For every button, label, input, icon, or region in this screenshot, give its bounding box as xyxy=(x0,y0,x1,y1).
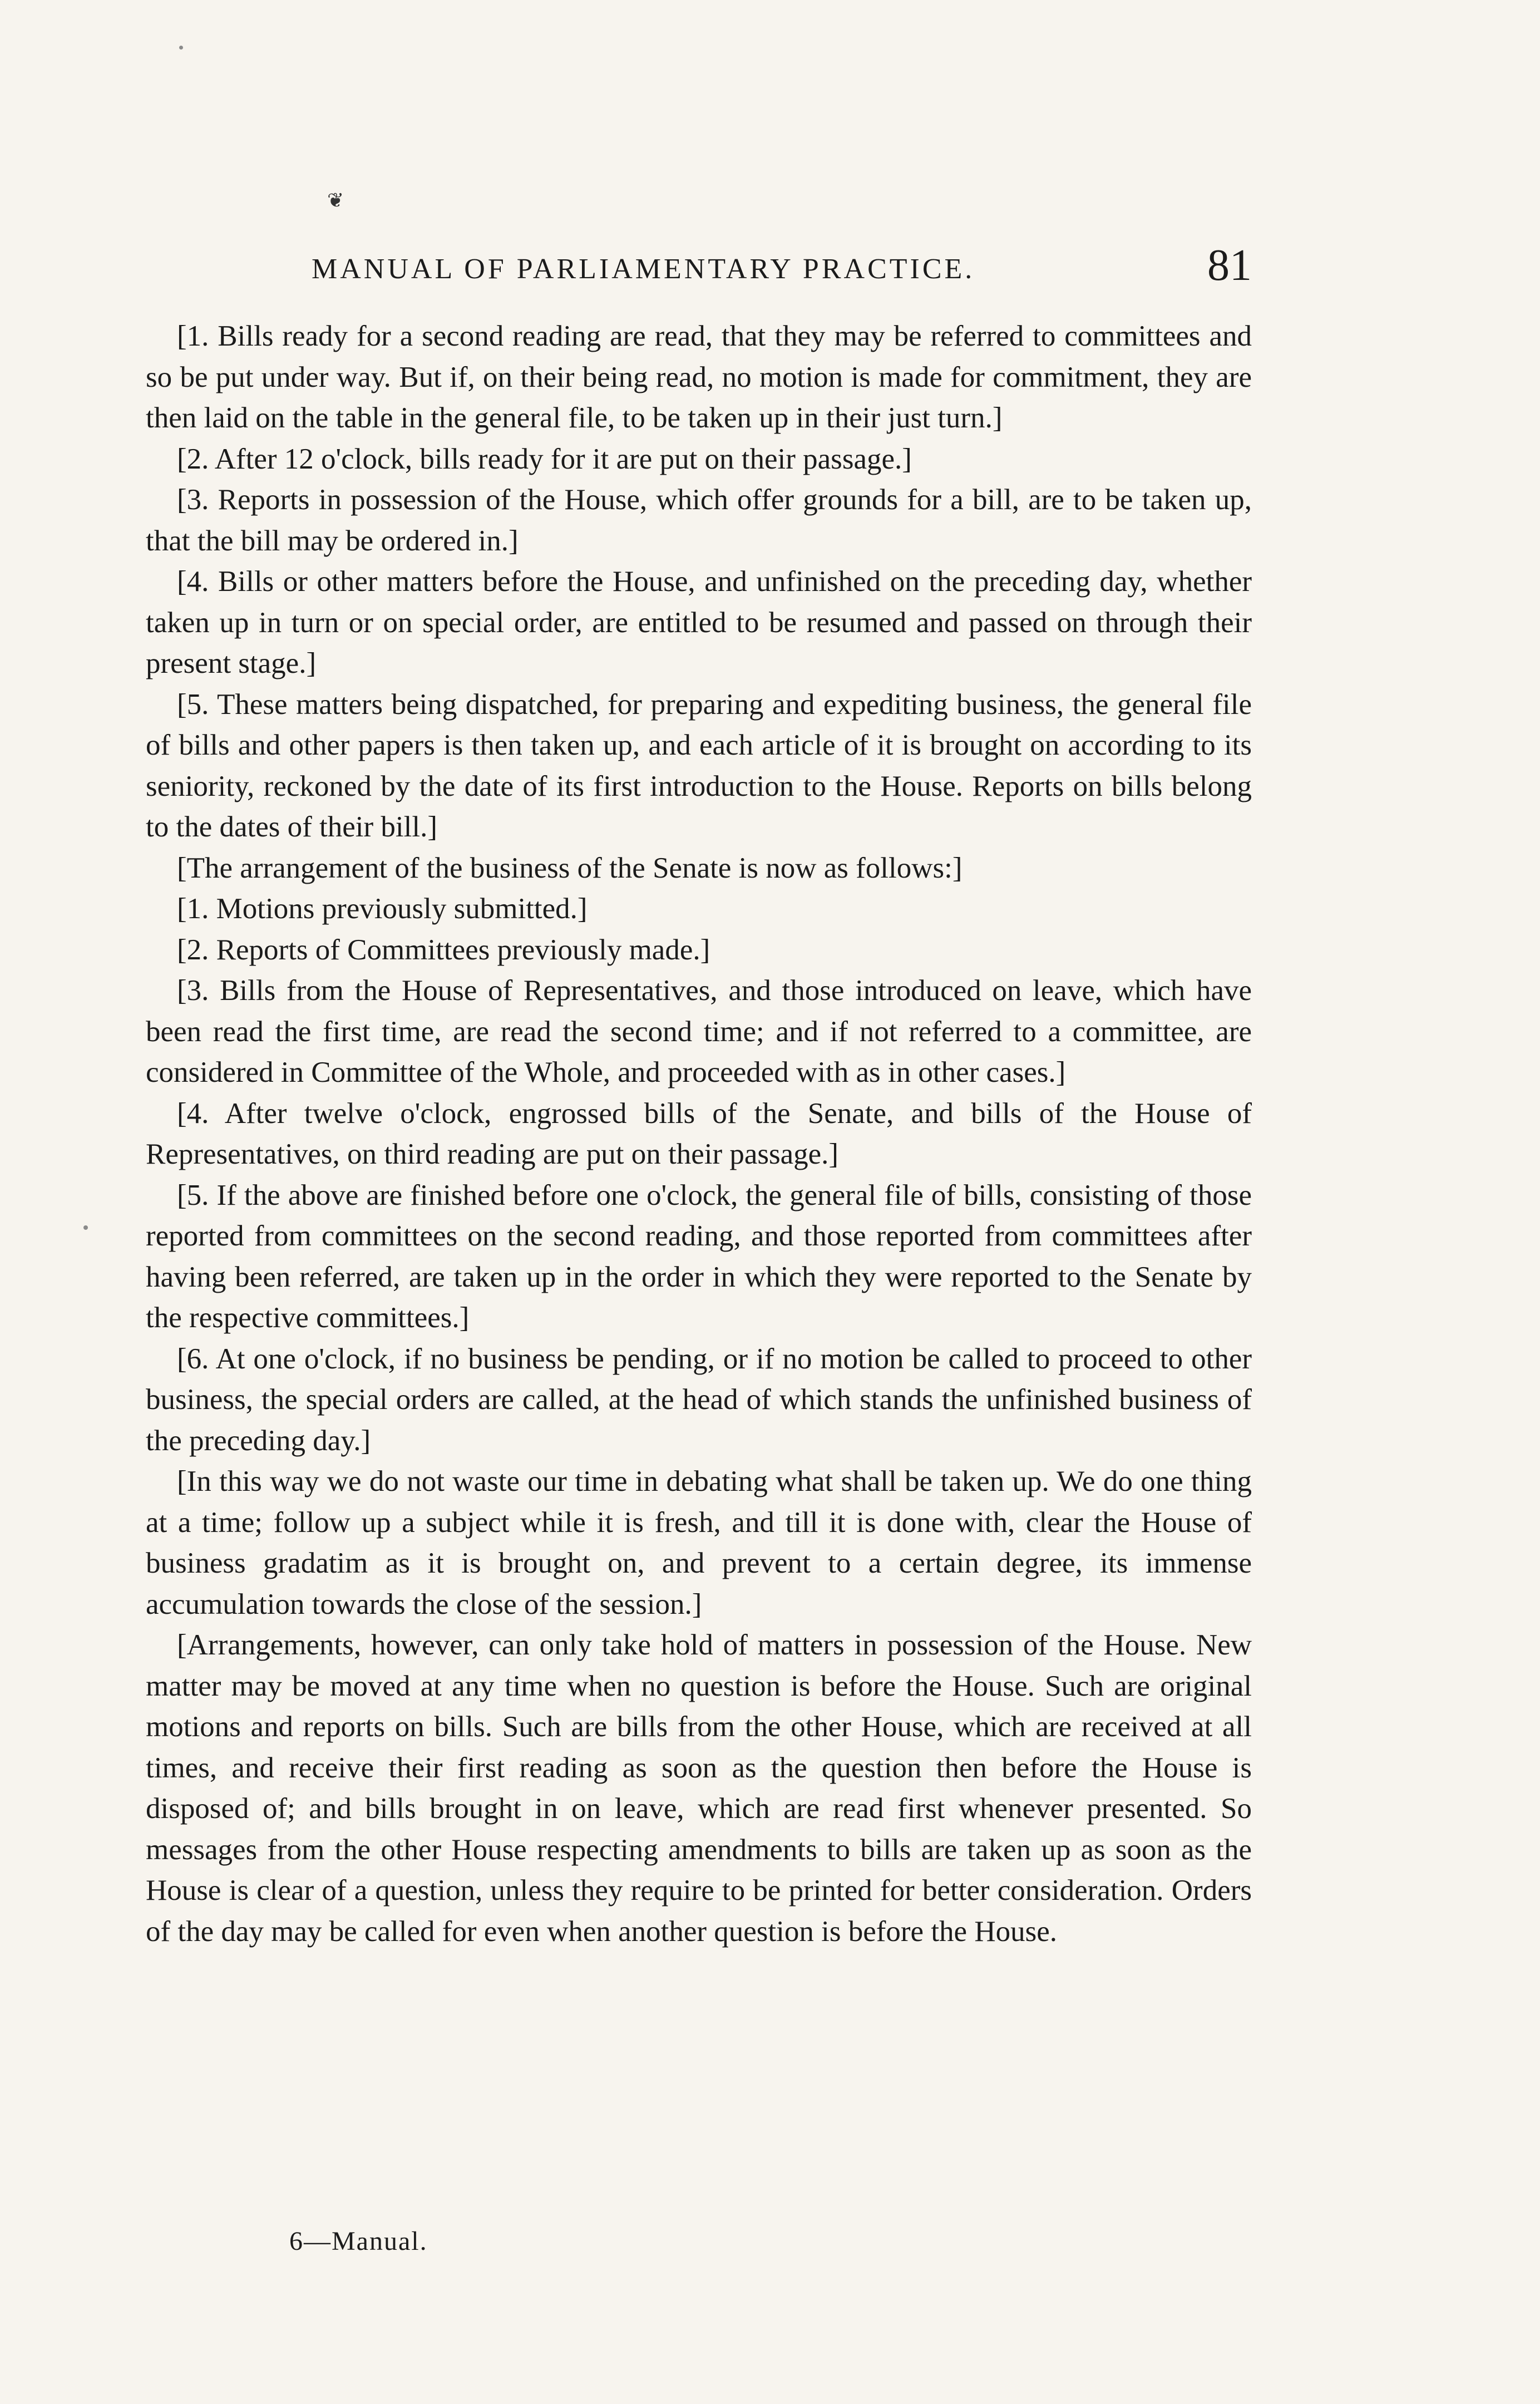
page-number: 81 xyxy=(1207,241,1252,290)
paragraph: [2. After 12 o'clock, bills ready for it are put on their passage.] xyxy=(177,442,912,475)
running-head: MANUAL OF PARLIAMENTARY PRACTICE. xyxy=(312,253,975,285)
print-speck xyxy=(83,1225,88,1230)
paragraph: [Arrangements, however, can only take hold of matters in possession of the House. New matter may be moved at any time when no question is before the House. Such are original motions and reports on bills. Such are bills from the other House, which are received at all times, and receive their first reading as soon as the question then before the House is disposed of; and bills brought in on leave, which are read first whenever presented. So messages from the other House respecting amendments to bills are taken up as soon as the House is clear of a question, unless they require to be printed for better consideration. Orders of the day may be called for even when another question is before the House. xyxy=(146,1629,1252,1948)
body-text xyxy=(146,316,1252,1952)
paragraph: [1. Bills ready for a second reading are read, that they may be referred to committees and so be put under way. But if, on their being read, no motion is made for commitment, they are then laid on the table in the general file, to be taken up in their just turn.] xyxy=(146,320,1252,434)
paragraph: [1. Motions previously submitted.] xyxy=(177,893,588,925)
ornament-icon: ❦ xyxy=(327,189,344,212)
paragraph: [5. These matters being dispatched, for preparing and expediting business, the general file of bills and other papers is then taken up, and each article of it is brought on according to its seniority, reckoned by the date of its first introduction to the House. Reports on bills belong to the dates of their bill.] xyxy=(146,688,1252,843)
paragraph: [2. Reports of Committees previously made.] xyxy=(177,933,710,966)
paragraph: [6. At one o'clock, if no business be pending, or if no motion be called to proceed to other business, the special orders are called, at the head of which stands the unfinished business of the preceding day.] xyxy=(146,1342,1252,1457)
paragraph: [4. After twelve o'clock, engrossed bills of the Senate, and bills of the House of Representatives, on third reading are put on their passage.] xyxy=(146,1097,1252,1170)
paragraph: [4. Bills or other matters before the House, and unfinished on the preceding day, whether taken up in turn or on special order, are entitled to be resumed and passed on through their present stage.] xyxy=(146,565,1252,679)
paragraph: [The arrangement of the business of the Senate is now as follows:] xyxy=(177,851,962,884)
signature-mark: 6—Manual. xyxy=(289,2226,428,2256)
paragraph: [In this way we do not waste our time in debating what shall be taken up. We do one thing at a time; follow up a subject while it is fresh, and till it is done with, clear the House of business gradatim as it is brought on, and prevent to a certain degree, its immense accumulation towards the close of the session.] xyxy=(146,1465,1252,1620)
page-header xyxy=(312,241,1257,295)
paragraph: [3. Bills from the House of Representatives, and those introduced on leave, which have been read the first time, are read the second time; and if not referred to a committee, are considered in Committee of the Whole, and proceeded with as in other cases.] xyxy=(146,974,1252,1088)
paragraph: [5. If the above are finished before one o'clock, the general file of bills, consisting of those reported from committees on the second reading, and those reported from committees after having been referred, are taken up in the order in which they were reported to the Senate by the respective committees.] xyxy=(146,1179,1252,1334)
paragraph: [3. Reports in possession of the House, which offer grounds for a bill, are to be taken up, that the bill may be ordered in.] xyxy=(146,484,1252,557)
print-speck xyxy=(179,46,183,50)
